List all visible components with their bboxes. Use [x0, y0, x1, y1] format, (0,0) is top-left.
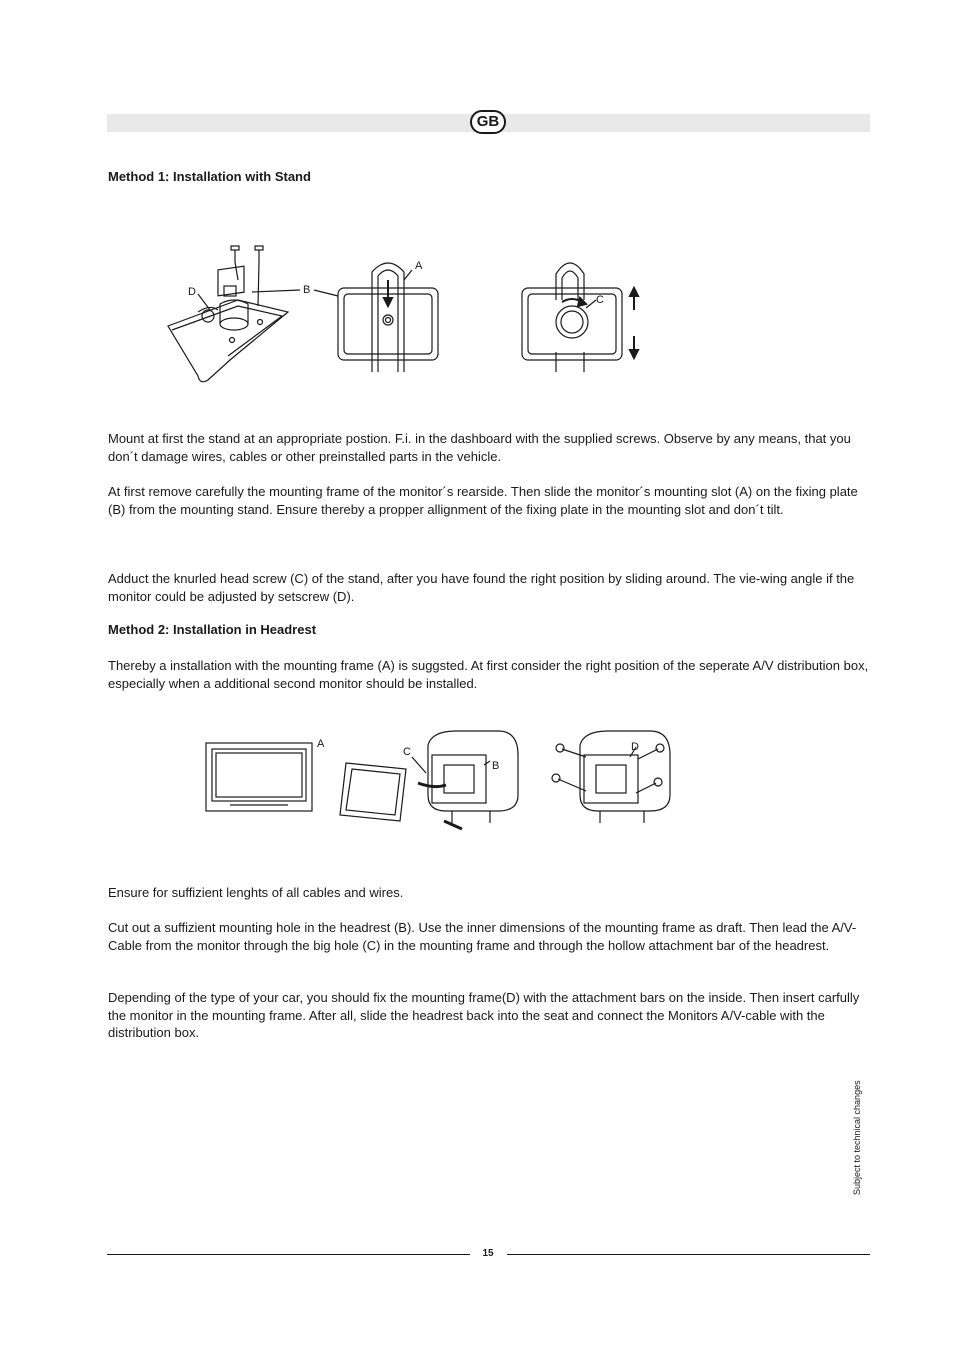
method1-paragraph-3: Adduct the knurled head screw (C) of the stand, after you have found the right position by sliding around. The vie-wing angle if the monitor could be adjusted by setscrew (D).: [108, 571, 855, 604]
method2-title: Method 2: Installation in Headrest: [108, 622, 317, 637]
method1-paragraph-1: Mount at first the stand at an appropriate postion. F.i. in the dashboard with the supplied screws. Observe by any means, that you don´t damage wires, cables or other preinstalled parts in the vehicle.: [108, 431, 851, 464]
method2-paragraph-3: Cut out a suffizient mounting hole in the headrest (B). Use the inner dimensions of the mounting frame as draft. Then lead the A/V-Cable from the monitor through the big hole (C) in the mounting frame and through the hollow attachment bar of the headrest.: [108, 920, 857, 953]
screw-icon: [231, 246, 263, 262]
language-badge: GB: [470, 110, 506, 134]
label-c: C: [403, 746, 411, 758]
label-a: A: [317, 738, 325, 750]
headrest-diagram: [200, 725, 680, 845]
method1-paragraph-2: At first remove carefully the mounting frame of the monitor´s rearside. Then slide the monitor´s mounting slot (A) on the fixing plate (B) from the mounting stand. Ensure thereby a propper allignment of the fixing plate in the mounting slot and don´t tilt.: [108, 484, 858, 517]
method1-title: Method 1: Installation with Stand: [108, 169, 311, 184]
label-b: B: [492, 760, 500, 772]
method2-paragraph-1: Thereby a installation with the mounting frame (A) is suggsted. At first consider the right position of the seperate A/V distribution box, especially when a additional second monitor should be installed.: [108, 658, 869, 691]
label-c: C: [596, 294, 604, 306]
label-a: A: [415, 260, 423, 272]
stand-diagram: [160, 240, 680, 390]
method2-paragraph-2: Ensure for suffizient lenghts of all cables and wires.: [108, 885, 404, 900]
footer-line-right: [507, 1254, 870, 1255]
method2-paragraph-4: Depending of the type of your car, you should fix the mounting frame(D) with the attachment bars on the inside. Then insert carfully the monitor in the mounting frame. After all, slide the headrest back into the seat and connect the Monitors A/V-cable with the distribution box.: [108, 990, 860, 1040]
screw-icon: [552, 744, 664, 793]
footer-line-left: [107, 1254, 470, 1255]
side-note: Subject to technical changes: [852, 1080, 862, 1195]
page-number: 15: [482, 1248, 494, 1259]
label-d: D: [188, 286, 196, 298]
label-d: D: [631, 741, 639, 753]
label-b: B: [303, 284, 311, 296]
